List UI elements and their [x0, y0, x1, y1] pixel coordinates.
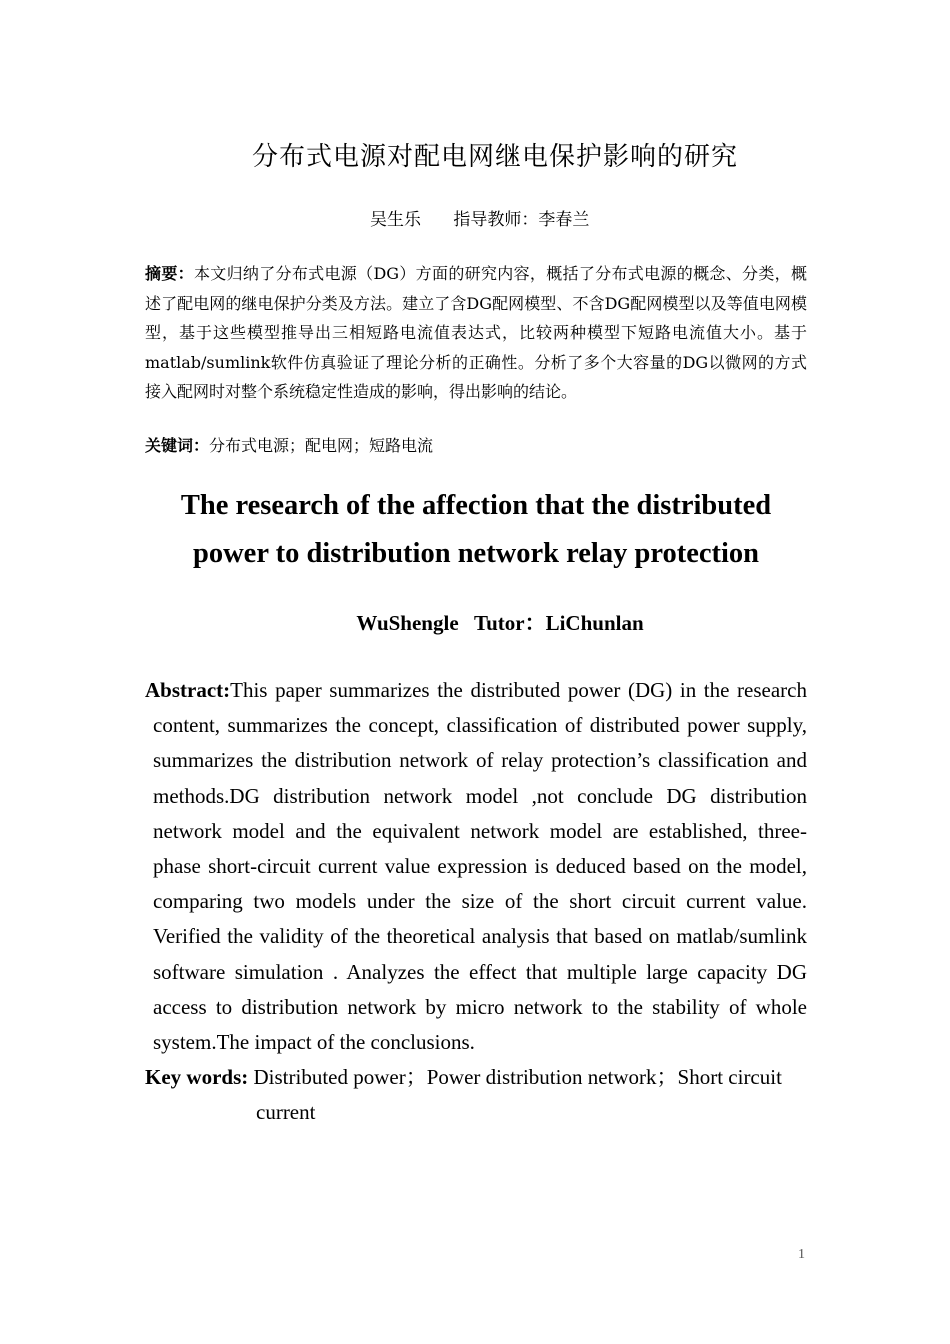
chinese-keywords-text: 分布式电源；配电网；短路电流 — [209, 436, 434, 455]
page-number: 1 — [798, 1247, 805, 1262]
english-author-line: WuShengle Tutor：LiChunlan — [356, 611, 644, 635]
chinese-abstract-label: 摘要： — [145, 264, 194, 283]
english-title: The research of the affection that the distributed power to distribution network relay protection — [180, 490, 772, 569]
english-keywords-text: Distributed power；Power distribution network；Short circuit current — [248, 1065, 782, 1125]
chinese-author-line: 吴生乐 指导教师：李春兰 — [370, 210, 590, 230]
chinese-title: 分布式电源对配电网继电保护影响的研究 — [251, 142, 738, 172]
english-abstract — [145, 673, 807, 1060]
chinese-abstract — [145, 259, 807, 407]
english-keywords-label: Key words: — [145, 1065, 249, 1089]
chinese-abstract-text: 本文归纳了分布式电源（DG）方面的研究内容，概括了分布式电源的概念、分类，概述了配电网的继电保护分类及方法。建立了含DG配网模型、不含DG配网模型以及等值电网模型，基于这些模型推导出三相短路电流值表达式，比较两种模型下短路电流值大小。基于matlab/sumlink软件仿真验证了理论分析的正确性。分析了多个大容量的DG以微网的方式接入配网时对整个系统稳定性造成的影响，得出影响的结论。 — [145, 264, 807, 401]
chinese-keywords-label: 关键词： — [145, 436, 210, 455]
english-abstract-text: This paper summarizes the distributed power (DG) in the research content, summarizes the concept, classification of distributed power supply, summarizes the distribution network of relay protection’s classification and methods.DG distribution network model ,not conclude DG distribution network model and the equivalent network model are established, three-phase short-circuit current value expression is deduced based on the model, comparing two models under the size of the short circuit current value. Verified the validity of the theoretical analysis that based on matlab/sumlink software simulation . Analyzes the effect that multiple large capacity DG access to distribution network by micro network to the stability of whole system.The impact of the conclusions. — [153, 678, 807, 1055]
english-keywords — [145, 1060, 807, 1130]
chinese-keywords — [145, 431, 807, 461]
english-abstract-label: Abstract: — [145, 678, 231, 702]
